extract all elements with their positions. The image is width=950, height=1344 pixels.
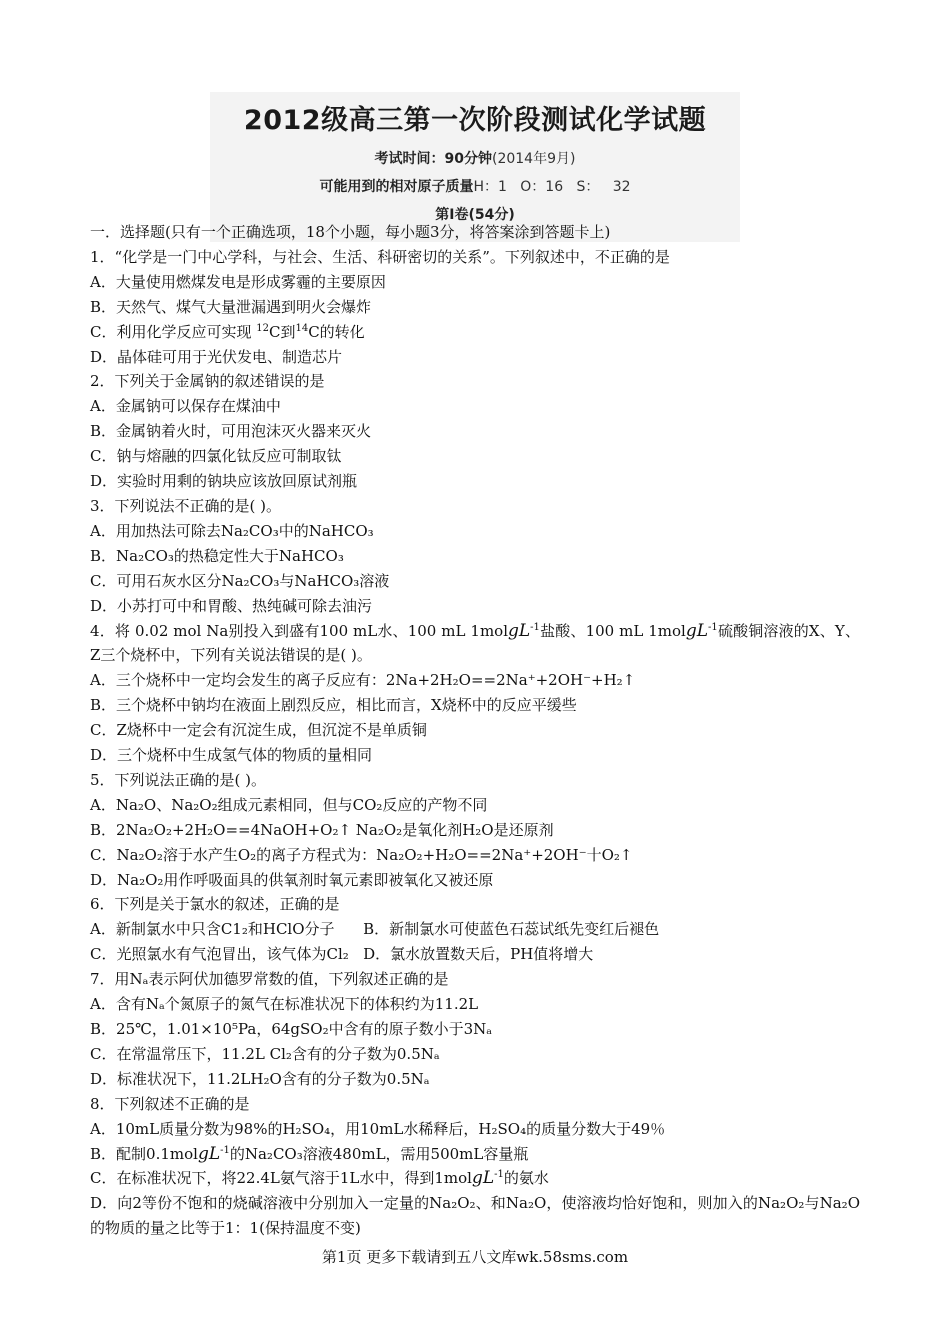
unit-exponent: -1 (220, 1144, 230, 1156)
q4-option-d: D．三个烧杯中生成氢气体的物质的量相同 (90, 746, 373, 765)
atomic-mass-values: H：1 O：16 S： 32 (473, 179, 631, 195)
unit-symbol: gL (685, 620, 709, 641)
unit-exponent: -1 (494, 1169, 504, 1181)
unit-exponent: -1 (708, 621, 718, 633)
q4-stem-part3: 硫酸铜溶液的X、Y、Z三个烧杯中，下列有关说法错误的是( )。 (90, 621, 860, 665)
q3-option-a: A．用加热法可除去Na₂CO₃中的NaHCO₃ (90, 521, 374, 540)
exam-time-line (210, 148, 740, 168)
exam-date: (2014年9月) (492, 151, 576, 167)
mass-number-14: 14 (295, 322, 309, 334)
q8-c-text: C．在标准状况下，将22.4L氨气溶于1L水中，得到1mol (90, 1169, 472, 1188)
unit-symbol: gL (471, 1168, 495, 1189)
q4-option-b: B．三个烧杯中钠均在液面上剧烈反应，相比而言，X烧杯中的反应平缓些 (90, 696, 577, 715)
q6-stem: 6．下列是关于氯水的叙述，正确的是 (90, 895, 340, 914)
q1-c-text-mid: C到 (268, 322, 296, 341)
q2-option-b: B．金属钠着火时，可用泡沫灭火器来灭火 (90, 422, 372, 441)
atomic-mass-label: 可能用到的相对原子质量 (319, 179, 474, 195)
volume-label: 第Ⅰ卷(54分) (435, 207, 515, 223)
q7-option-d: D．标准状况下，11.2LH₂O含有的分子数为0.5Nₐ (90, 1069, 430, 1088)
q2-option-d: D．实验时用剩的钠块应该放回原试剂瓶 (90, 472, 358, 491)
q3-option-c: C．可用石灰水区分Na₂CO₃与NaHCO₃溶液 (90, 571, 390, 590)
q7-option-c: C．在常温常压下，11.2L Cl₂含有的分子数为0.5Nₐ (90, 1044, 440, 1063)
q3-option-b: B．Na₂CO₃的热稳定性大于NaHCO₃ (90, 546, 344, 565)
q5-option-b: B．2Na₂O₂+2H₂O==4NaOH+O₂↑ Na₂O₂是氧化剂H₂O是还原剂 (90, 820, 554, 839)
section-intro: 一．选择题(只有一个正确选项，18个小题，每小题3分，将答案涂到答题卡上) (90, 223, 611, 241)
q2-option-a: A．金属钠可以保存在煤油中 (90, 397, 281, 416)
q3-option-d: D．小苏打可中和胃酸、热纯碱可除去油污 (90, 596, 373, 615)
q4-stem-part2: 盐酸、100 mL 1mol (539, 621, 686, 640)
q8-b-text: B．配制0.1mol (90, 1144, 198, 1163)
q1-option-d: D．晶体硅可用于光伏发电、制造芯片 (90, 347, 343, 366)
q4-stem (90, 619, 860, 669)
q5-option-c: C．Na₂O₂溶于水产生O₂的离子方程式为：Na₂O₂+H₂O==2Na⁺+2OH⁻十O₂↑ (90, 845, 633, 864)
q7-stem: 7．用Nₐ表示阿伏加德罗常数的值，下列叙述正确的是 (90, 970, 449, 989)
q3-stem: 3．下列说法不正确的是( )。 (90, 496, 282, 515)
atomic-mass-line (210, 176, 740, 196)
q5-option-d: D．Na₂O₂用作呼吸面具的供氧剂时氧元素即被氧化又被还原 (90, 870, 494, 889)
mass-number-12: 12 (256, 322, 269, 334)
q4-option-c: C．Z烧杯中一定会有沉淀生成，但沉淀不是单质铜 (90, 721, 427, 740)
q1-option-b: B．天然气、煤气大量泄漏遇到明火会爆炸 (90, 297, 372, 316)
q7-option-b: B．25℃，1.01×10⁵Pa，64gSO₂中含有的原子数小于3Nₐ (90, 1020, 493, 1038)
q1-stem: 1．“化学是一门中心学科，与社会、生活、科研密切的关系”。下列叙述中，不正确的是 (90, 247, 670, 266)
q6-options-cd: C．光照氯水有气泡冒出，该气体为Cl₂ D．氯水放置数天后，PH值将增大 (90, 945, 594, 964)
q8-stem: 8．下列叙述不正确的是 (90, 1094, 250, 1113)
q6-options-ab: A．新制氯水中只含C1₂和HClO分子 B．新制氯水可使蓝色石蕊试纸先变红后褪色 (90, 920, 660, 939)
q1-option-a: A．大量使用燃煤发电是形成雾霾的主要原因 (90, 272, 386, 291)
unit-symbol: gL (508, 620, 531, 641)
q1-c-text: C．利用化学反应可实现 (90, 322, 257, 341)
page-footer: 第1页 更多下载请到五八文库wk.58sms.com (321, 1248, 629, 1266)
q8-option-a: A．10mL质量分数为98%的H₂SO₄，用10mL水稀释后，H₂SO₄的质量分数大于49％ (90, 1119, 666, 1138)
question-list (90, 220, 860, 1241)
exam-title: 2012级高三第一次阶段测试化学试题 (243, 105, 707, 136)
q7-option-a: A．含有Nₐ个氮原子的氮气在标准状况下的体积约为11.2L (90, 995, 479, 1014)
unit-exponent: -1 (530, 621, 540, 633)
q4-option-a: A．三个烧杯中一定均会发生的离子反应有：2Na+2H₂O==2Na⁺+2OH⁻+H₂↑ (90, 671, 636, 690)
q4-stem-part1: 4．将 0.02 mol Na别投入到盛有100 mL水、100 mL 1mol (90, 621, 508, 640)
q2-option-c: C．钠与熔融的四氯化钛反应可制取钛 (90, 447, 342, 466)
q5-stem: 5．下列说法正确的是( )。 (90, 770, 267, 789)
q2-stem: 2．下列关于金属钠的叙述错误的是 (90, 372, 325, 391)
q5-option-a: A．Na₂O、Na₂O₂组成元素相同，但与CO₂反应的产物不同 (90, 795, 488, 814)
q8-b-text-end: 的Na₂CO₃溶液480mL，需用500mL容量瓶 (229, 1144, 529, 1163)
q1-c-text-end: C的转化 (308, 322, 365, 341)
q8-option-b (90, 1142, 860, 1167)
q8-option-d: D．向2等份不饱和的烧碱溶液中分别加入一定量的Na₂O₂、和Na₂O，使溶液均恰好饱和，则加入的Na₂O₂与Na₂O的物质的量之比等于1：1(保持温度不变) (90, 1194, 860, 1238)
unit-symbol: gL (197, 1143, 221, 1164)
q8-option-c (90, 1166, 860, 1191)
q1-option-c (90, 320, 860, 345)
q8-c-text-end: 的氨水 (503, 1169, 549, 1188)
exam-time-label: 考试时间：90分钟 (374, 151, 492, 167)
